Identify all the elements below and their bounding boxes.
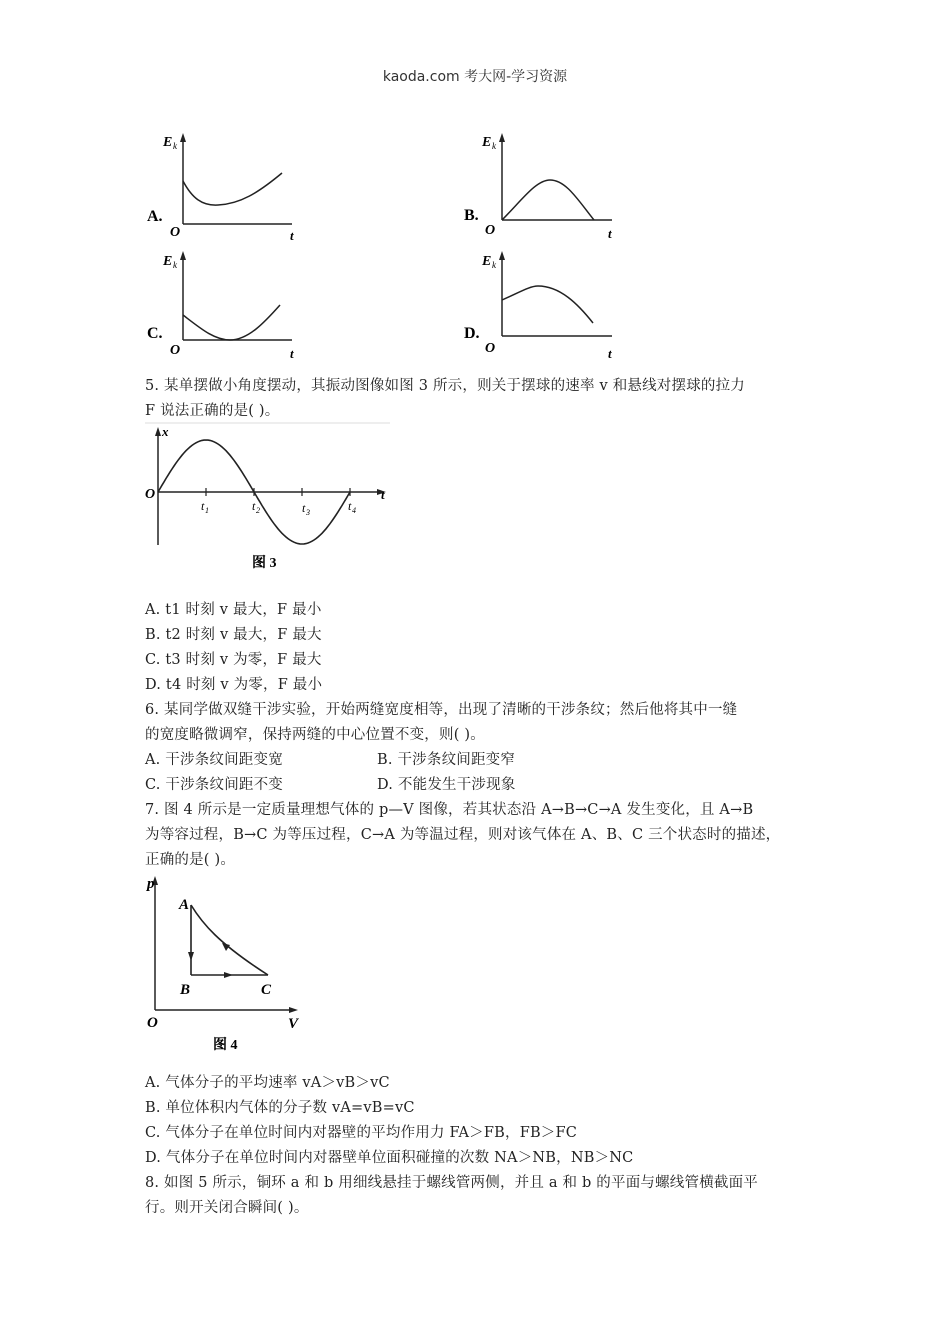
q6-option-d: D. 不能发生干涉现象 — [377, 777, 516, 793]
q6-option-a: A. 干涉条纹间距变宽 — [145, 752, 283, 768]
svg-text:1: 1 — [205, 506, 209, 515]
ek-axis-label: E — [482, 135, 492, 150]
q5-option-b: B. t2 时刻 v 最大，F 最大 — [145, 627, 322, 643]
q5-option-d: D. t4 时刻 v 为零，F 最小 — [145, 677, 323, 693]
t-axis-label: t — [608, 346, 612, 361]
point-a-label: A — [179, 897, 190, 913]
q7-option-a: A. 气体分子的平均速率 vA＞vB＞vC — [145, 1075, 390, 1091]
figure-4 — [140, 868, 320, 1058]
origin-label: O — [485, 223, 496, 238]
point-c-label: C — [261, 982, 272, 998]
q7-option-b: B. 单位体积内气体的分子数 vA=vB=vC — [145, 1100, 415, 1116]
ek-axis-label: E — [482, 254, 492, 269]
q4-graph-c — [140, 248, 300, 363]
ek-axis-sub: k — [173, 260, 177, 270]
option-label-b: B. — [464, 207, 479, 224]
x-axis-label: x — [162, 424, 169, 439]
option-label-c: C. — [147, 325, 163, 342]
t-axis-label: t — [290, 346, 294, 361]
figure-4-caption: 图 4 — [213, 1038, 238, 1053]
option-label-a: A. — [147, 208, 163, 225]
q7-option-c: C. 气体分子在单位时间内对器壁的平均作用力 FA＞FB，FB＞FC — [145, 1125, 578, 1141]
v-axis-label: V — [288, 1016, 299, 1032]
point-b-label: B — [180, 982, 191, 998]
origin-label: O — [147, 1015, 158, 1031]
q4-graph-a — [140, 128, 300, 243]
q5-option-a: A. t1 时刻 v 最大，F 最小 — [145, 602, 322, 618]
origin-label: O — [170, 343, 181, 358]
q7-option-d: D. 气体分子在单位时间内对器壁单位面积碰撞的次数 NA＞NB，NB＞NC — [145, 1150, 634, 1166]
option-label-d: D. — [464, 325, 480, 342]
tick-t1: t — [201, 499, 205, 513]
q8-stem-line-1: 8. 如图 5 所示，铜环 a 和 b 用细线悬挂于螺线管两侧，并且 a 和 b 的平面与螺线管横截面平 — [145, 1175, 759, 1191]
q7-stem-line-1: 7. 图 4 所示是一定质量理想气体的 p—V 图像，若其状态沿 A→B→C→A 发生变化，且 A→B — [145, 802, 754, 818]
ek-axis-sub: k — [492, 141, 496, 151]
page-header: kaoda.com 考大网-学习资源 — [382, 69, 568, 85]
q6-option-b: B. 干涉条纹间距变窄 — [377, 752, 516, 768]
tick-t3: t — [302, 501, 306, 515]
q5-stem-line-2: F 说法正确的是( )。 — [145, 403, 280, 419]
q4-graph-d — [460, 248, 620, 363]
ek-axis-label: E — [163, 135, 173, 150]
tick-t4: t — [348, 499, 352, 513]
t-axis-label: t — [290, 228, 294, 243]
q4-graph-b — [460, 128, 620, 243]
q8-stem-line-2: 行。则开关闭合瞬间( )。 — [145, 1200, 309, 1216]
q6-stem-line-2: 的宽度略微调窄，保持两缝的中心位置不变，则( )。 — [145, 727, 485, 743]
svg-text:2: 2 — [256, 506, 260, 515]
t-axis-label: t — [381, 487, 385, 502]
q5-option-c: C. t3 时刻 v 为零，F 最大 — [145, 652, 322, 668]
figure-3 — [140, 420, 395, 575]
ek-axis-label: E — [163, 254, 173, 269]
origin-label: O — [485, 341, 496, 356]
t-axis-label: t — [608, 226, 612, 241]
ek-axis-sub: k — [492, 260, 496, 270]
svg-text:4: 4 — [352, 506, 356, 515]
q6-stem-line-1: 6. 某同学做双缝干涉实验，开始两缝宽度相等，出现了清晰的干涉条纹；然后他将其中一缝 — [145, 702, 738, 718]
figure-3-caption: 图 3 — [252, 556, 277, 571]
p-axis-label: p — [147, 876, 155, 892]
ek-axis-sub: k — [173, 141, 177, 151]
q5-stem-line-1: 5. 某单摆做小角度摆动，其振动图像如图 3 所示，则关于摆球的速率 v 和悬线对摆球的拉力 — [145, 378, 745, 394]
origin-label: O — [145, 487, 156, 502]
q7-stem-line-3: 正确的是( )。 — [145, 852, 236, 868]
svg-text:3: 3 — [306, 508, 310, 517]
q6-option-c: C. 干涉条纹间距不变 — [145, 777, 283, 793]
origin-label: O — [170, 225, 181, 240]
tick-t2: t — [252, 499, 256, 513]
q7-stem-line-2: 为等容过程，B→C 为等压过程，C→A 为等温过程，则对该气体在 A、B、C 三个状态时的描述， — [145, 827, 781, 843]
